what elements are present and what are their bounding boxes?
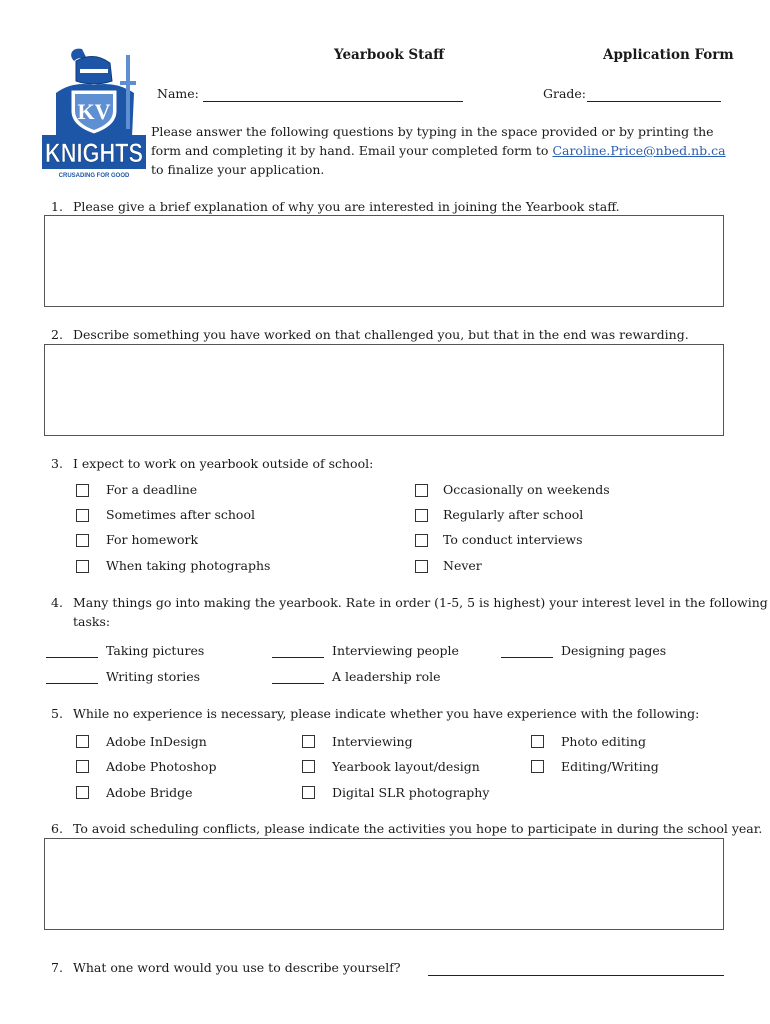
svg-text:CRUSADING FOR GOOD: CRUSADING FOR GOOD	[58, 173, 130, 179]
question-text: Describe something you have worked on that challenged you, but that in the end was rewarding.	[73, 327, 689, 342]
checkbox[interactable]	[302, 735, 315, 748]
question-1	[51, 199, 620, 214]
one-word-field[interactable]	[428, 975, 724, 976]
option-label: Occasionally on weekends	[443, 482, 610, 497]
rating-blank[interactable]	[272, 683, 324, 684]
option-label: Regularly after school	[443, 507, 584, 522]
email-link[interactable]: Caroline.Price@nbed.nb.ca	[552, 143, 726, 158]
form-title: Yearbook Staff	[334, 47, 445, 63]
question-text: Please give a brief explanation of why you are interested in joining the Yearbook staff.	[73, 199, 620, 214]
checkbox[interactable]	[76, 534, 89, 547]
grade-label: Grade:	[543, 86, 587, 101]
rating-label: A leadership role	[332, 669, 441, 684]
option-label: Yearbook layout/design	[332, 759, 480, 774]
rating-label: Interviewing people	[332, 643, 459, 658]
option-label: Adobe InDesign	[106, 734, 207, 749]
instructions	[151, 122, 731, 179]
option-label: Adobe Bridge	[106, 785, 193, 800]
name-label: Name:	[157, 86, 199, 101]
rating-label: Taking pictures	[106, 643, 205, 658]
question-2	[51, 327, 689, 342]
option-label: Editing/Writing	[561, 759, 659, 774]
question-4-continued: tasks:	[73, 614, 111, 629]
checkbox[interactable]	[76, 760, 89, 773]
form-subtitle: Application Form	[603, 47, 734, 63]
option-label: For homework	[106, 532, 199, 547]
checkbox[interactable]	[76, 786, 89, 799]
option-label: For a deadline	[106, 482, 198, 497]
question-3	[51, 456, 373, 471]
grade-field[interactable]	[587, 101, 721, 102]
checkbox[interactable]	[415, 560, 428, 573]
name-field[interactable]	[203, 101, 463, 102]
question-number: 1.	[51, 199, 63, 214]
checkbox[interactable]	[415, 534, 428, 547]
option-label: Digital SLR photography	[332, 785, 490, 800]
option-label: Photo editing	[561, 734, 646, 749]
checkbox[interactable]	[76, 560, 89, 573]
question-4	[51, 595, 768, 610]
svg-text:KV: KV	[77, 99, 111, 124]
question-number: 5.	[51, 706, 63, 721]
rating-blank[interactable]	[501, 657, 553, 658]
question-number: 4.	[51, 595, 63, 610]
rating-blank[interactable]	[272, 657, 324, 658]
instructions-text: Please answer the following questions by typing in the space provided or by printing the form and completing it by hand. Email your completed form to	[151, 124, 714, 158]
checkbox[interactable]	[76, 735, 89, 748]
svg-text:KNIGHTS: KNIGHTS	[45, 138, 143, 168]
answer-box-6[interactable]	[44, 838, 724, 930]
checkbox[interactable]	[76, 509, 89, 522]
answer-box-2[interactable]	[44, 344, 724, 436]
school-logo	[42, 45, 146, 181]
checkbox[interactable]	[302, 786, 315, 799]
option-label: Interviewing	[332, 734, 413, 749]
option-label: Adobe Photoshop	[106, 759, 217, 774]
instructions-text-end: to finalize your application.	[151, 162, 325, 177]
question-text: What one word would you use to describe yourself?	[73, 960, 401, 975]
question-number: 2.	[51, 327, 63, 342]
checkbox[interactable]	[531, 735, 544, 748]
rating-blank[interactable]	[46, 657, 98, 658]
rating-blank[interactable]	[46, 683, 98, 684]
checkbox[interactable]	[76, 484, 89, 497]
question-number: 6.	[51, 821, 63, 836]
rating-label: Designing pages	[561, 643, 667, 658]
option-label: When taking photographs	[106, 558, 271, 573]
question-text: I expect to work on yearbook outside of school:	[73, 456, 374, 471]
option-label: To conduct interviews	[443, 532, 583, 547]
checkbox[interactable]	[531, 760, 544, 773]
question-7	[51, 960, 401, 975]
question-5	[51, 706, 699, 721]
question-text: To avoid scheduling conflicts, please indicate the activities you hope to participate in during the school year.	[73, 821, 763, 836]
question-text: While no experience is necessary, please indicate whether you have experience with the following:	[73, 706, 700, 721]
checkbox[interactable]	[415, 484, 428, 497]
option-label: Sometimes after school	[106, 507, 255, 522]
option-label: Never	[443, 558, 482, 573]
knight-logo-icon	[42, 45, 146, 181]
question-number: 3.	[51, 456, 63, 471]
question-text: Many things go into making the yearbook. Rate in order (1-5, 5 is highest) your interest level in the following	[73, 595, 768, 610]
checkbox[interactable]	[302, 760, 315, 773]
question-6	[51, 821, 762, 836]
answer-box-1[interactable]	[44, 215, 724, 307]
checkbox[interactable]	[415, 509, 428, 522]
question-number: 7.	[51, 960, 63, 975]
rating-label: Writing stories	[106, 669, 201, 684]
